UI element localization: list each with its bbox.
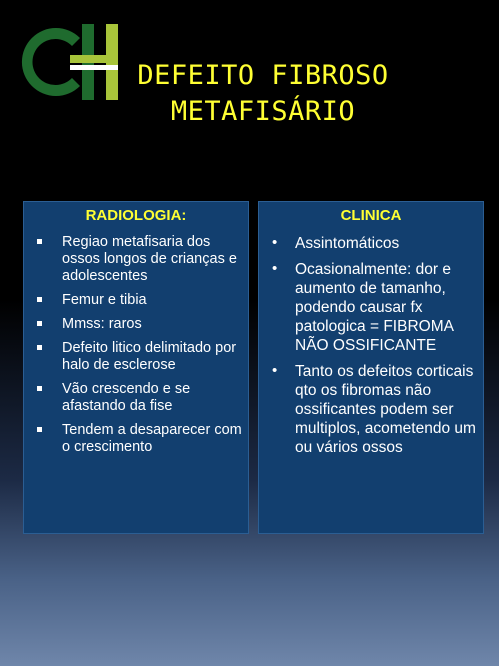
- list-item: [24, 422, 248, 456]
- square-bullet-icon: [37, 345, 42, 350]
- list-item: [259, 362, 483, 457]
- clinica-panel: [258, 201, 484, 534]
- list-item-text: Regiao metafisaria dos ossos longos de crianças e adolescentes: [62, 234, 237, 284]
- square-bullet-icon: [37, 321, 42, 326]
- dot-bullet-icon: •: [272, 260, 278, 277]
- list-item-text: Tanto os defeitos corticais qto os fibromas não ossificantes podem ser multiplos, acometendo um ou vários ossos: [295, 363, 476, 456]
- list-item: [24, 340, 248, 374]
- page-title: [98, 58, 428, 130]
- list-item: [24, 234, 248, 285]
- list-item: [24, 316, 248, 333]
- square-bullet-icon: [37, 386, 42, 391]
- radiologia-heading: RADIOLOGIA:: [85, 207, 187, 224]
- list-item-text: Femur e tibia: [62, 292, 147, 308]
- dot-bullet-icon: •: [272, 234, 278, 251]
- radiologia-list: [24, 234, 248, 456]
- list-item: [259, 260, 483, 355]
- square-bullet-icon: [37, 427, 42, 432]
- square-bullet-icon: [37, 297, 42, 302]
- list-item-text: Assintomáticos: [295, 235, 400, 252]
- title-line-2: METAFISÁRIO: [170, 96, 356, 127]
- list-item: [24, 292, 248, 309]
- list-item-text: Vão crescendo e se afastando da fise: [62, 381, 191, 414]
- clinica-list: [259, 234, 483, 457]
- title-line-1: DEFEITO FIBROSO: [137, 60, 389, 91]
- list-item: [259, 234, 483, 253]
- radiologia-panel: [23, 201, 249, 534]
- dot-bullet-icon: •: [272, 362, 278, 379]
- list-item: [24, 381, 248, 415]
- list-item-text: Tendem a desaparecer com o crescimento: [62, 422, 242, 455]
- list-item-text: Defeito litico delimitado por halo de esclerose: [62, 340, 237, 373]
- list-item-text: Mmss: raros: [62, 316, 142, 332]
- list-item-text: Ocasionalmente: dor e aumento de tamanho, podendo causar fx patologica = FIBROMA NÃO OSSIFICANTE: [295, 261, 454, 354]
- square-bullet-icon: [37, 239, 42, 244]
- clinica-heading: CLINICA: [340, 207, 402, 224]
